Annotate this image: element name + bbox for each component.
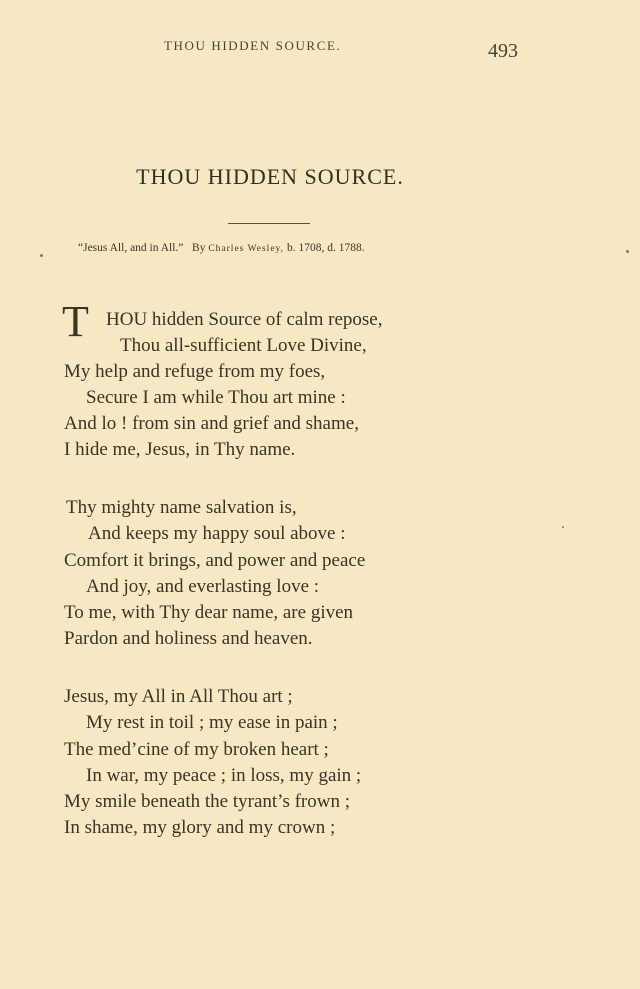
verse-line: And lo ! from sin and grief and shame, bbox=[64, 413, 359, 434]
verse-line: To me, with Thy dear name, are given bbox=[64, 602, 354, 623]
verse-line: My help and refuge from my foes, bbox=[64, 361, 326, 382]
verse-line: In shame, my glory and my crown ; bbox=[64, 817, 336, 838]
verse-line: Thou all-sufficient Love Divine, bbox=[120, 335, 367, 356]
verse-line: And keeps my happy soul above : bbox=[88, 523, 346, 544]
page-number: 493 bbox=[488, 40, 518, 62]
verse-line: My rest in toil ; my ease in pain ; bbox=[86, 712, 338, 733]
verse-line: Jesus, my All in All Thou art ; bbox=[64, 686, 293, 707]
verse-line: And joy, and everlasting love : bbox=[86, 576, 320, 597]
verse-line: HOU hidden Source of calm repose, bbox=[106, 309, 383, 330]
title-rule bbox=[228, 223, 310, 224]
drop-cap: T bbox=[62, 297, 89, 346]
author-name: Charles Wesley, bbox=[208, 244, 285, 254]
running-head: THOU HIDDEN SOURCE. bbox=[164, 38, 342, 53]
print-speck bbox=[562, 526, 564, 528]
verse-line: My smile beneath the tyrant’s frown ; bbox=[64, 791, 350, 812]
poem-title bbox=[0, 164, 540, 190]
print-speck bbox=[626, 250, 629, 253]
verse-line: Secure I am while Thou art mine : bbox=[86, 387, 346, 408]
attribution-by: By bbox=[192, 242, 206, 254]
verse-line: Thy mighty name salvation is, bbox=[66, 497, 297, 518]
verse-line: The med’cine of my broken heart ; bbox=[64, 739, 329, 760]
verse-line: I hide me, Jesus, in Thy name. bbox=[64, 439, 296, 460]
poem-title-text: THOU HIDDEN SOURCE. bbox=[136, 164, 404, 189]
epigraph-quote: “Jesus All, and in All.” bbox=[78, 242, 184, 254]
author-dates: b. 1708, d. 1788. bbox=[286, 242, 365, 254]
attribution bbox=[78, 242, 365, 254]
print-speck bbox=[40, 254, 43, 257]
verse-line: In war, my peace ; in loss, my gain ; bbox=[86, 765, 362, 786]
verse-line: Comfort it brings, and power and peace bbox=[64, 550, 366, 571]
verse-line: Pardon and holiness and heaven. bbox=[64, 628, 313, 649]
